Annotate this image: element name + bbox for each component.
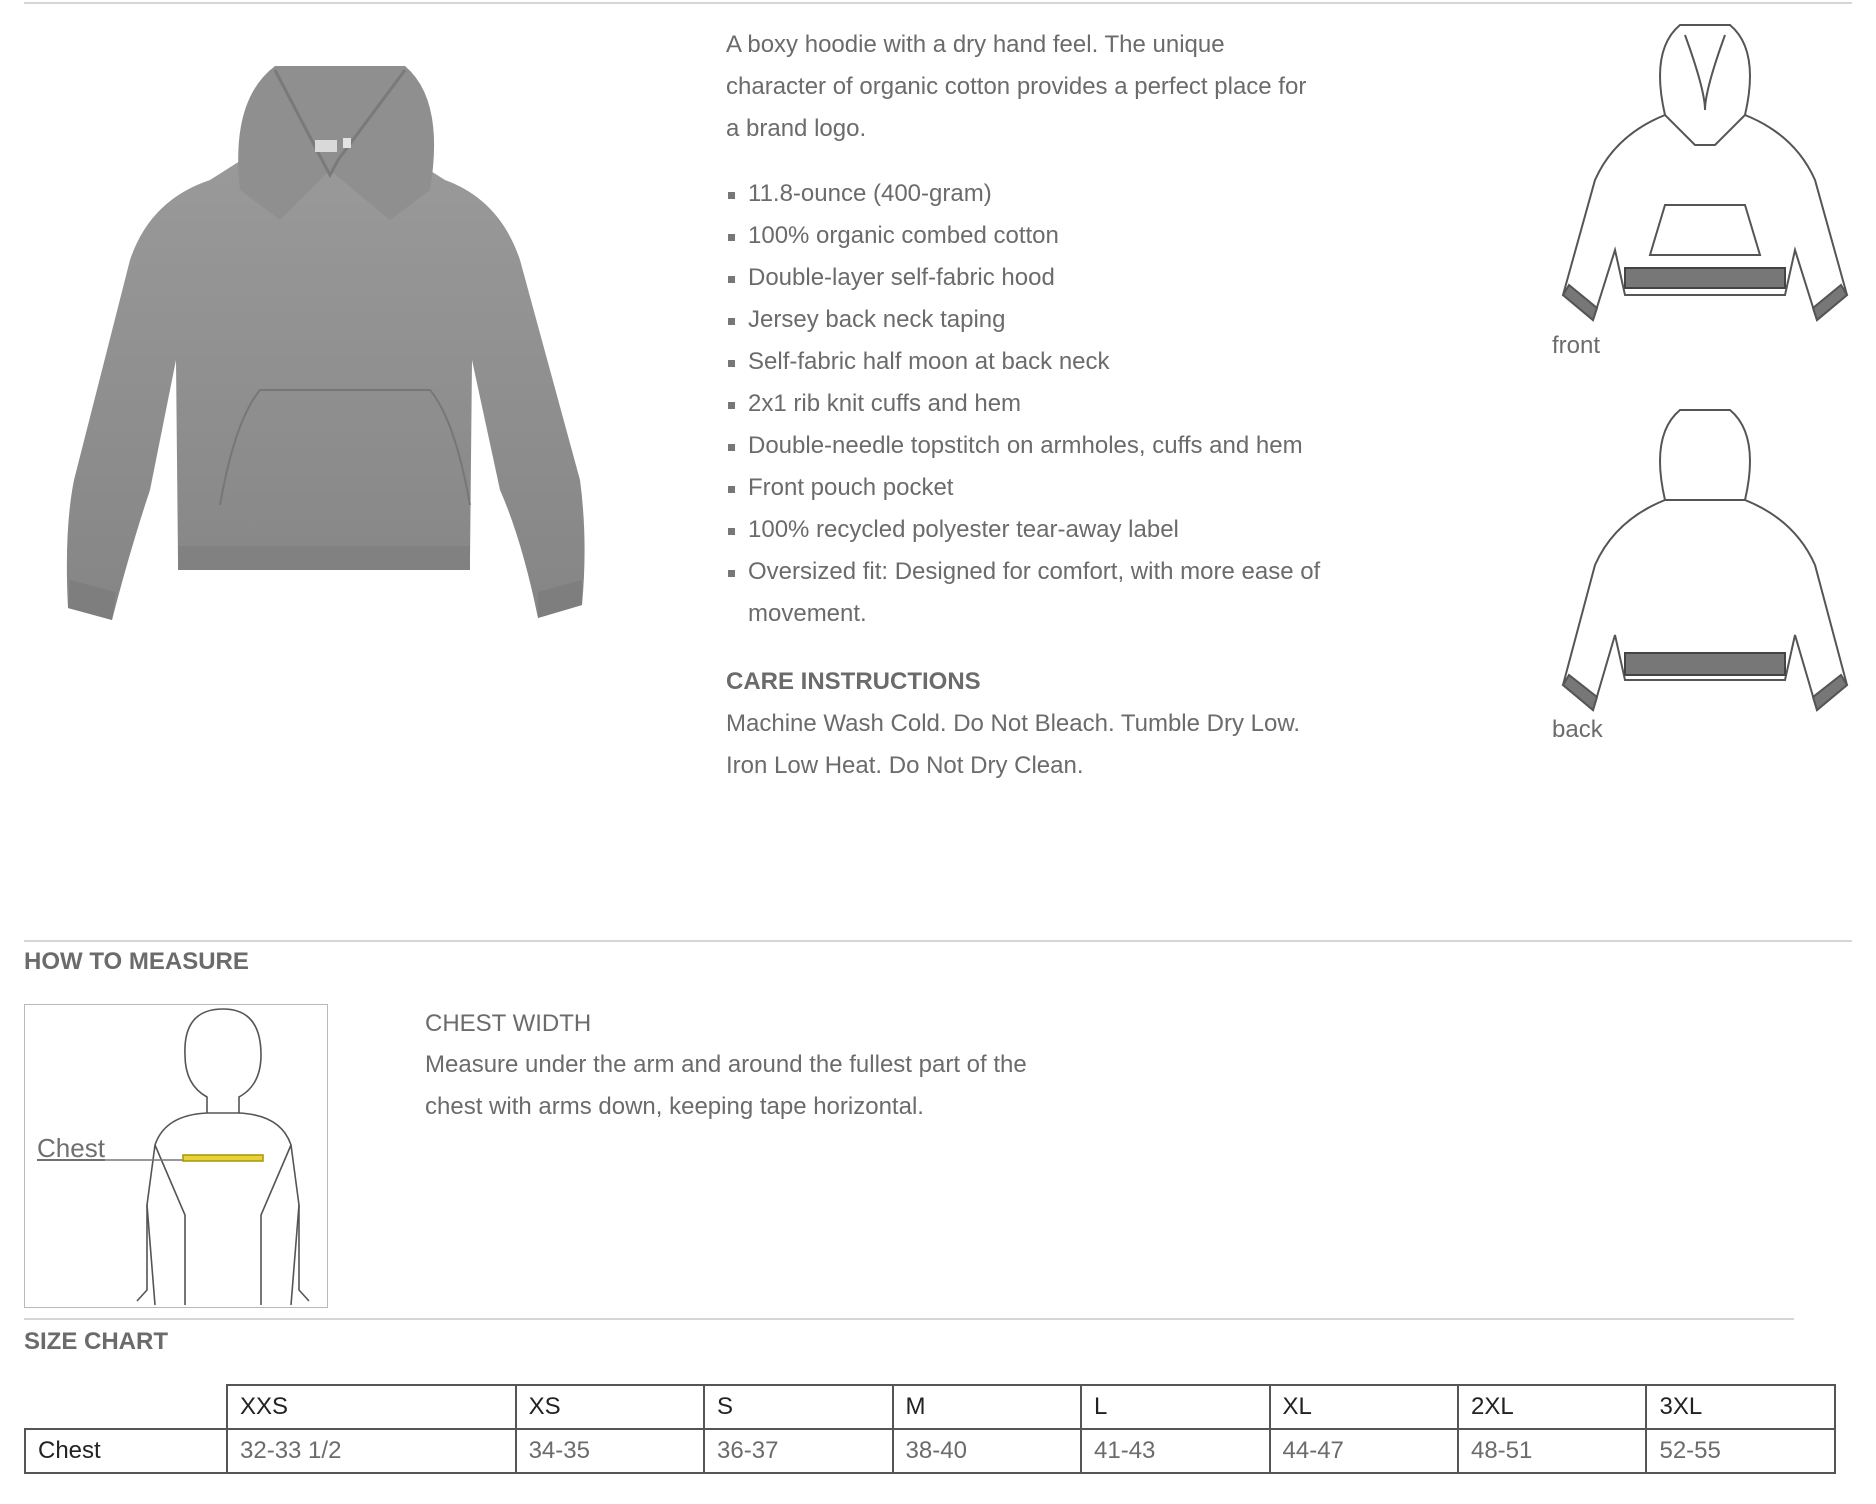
front-sketch	[1555, 20, 1851, 330]
top-divider	[24, 2, 1852, 4]
chest-width-title: CHEST WIDTH	[425, 1010, 592, 1037]
feature-item: Front pouch pocket	[726, 467, 1346, 509]
front-label: front	[1552, 332, 1601, 359]
feature-item: Self-fabric half moon at back neck	[726, 341, 1346, 383]
chest-value-cell: 52-55	[1646, 1429, 1835, 1473]
row-label: Chest	[25, 1429, 227, 1473]
size-header-cell: 3XL	[1646, 1385, 1835, 1429]
feature-list	[726, 173, 1346, 635]
chest-figure-label: Chest	[37, 1133, 105, 1163]
feature-item: 2x1 rib knit cuffs and hem	[726, 383, 1346, 425]
feature-item: Double-layer self-fabric hood	[726, 257, 1346, 299]
size-header-cell: M	[893, 1385, 1081, 1429]
measure-divider	[24, 940, 1852, 942]
size-header-cell: 2XL	[1458, 1385, 1646, 1429]
measure-figure	[24, 1004, 328, 1308]
feature-item: 100% organic combed cotton	[726, 215, 1346, 257]
chest-value-cell: 48-51	[1458, 1429, 1646, 1473]
back-label: back	[1552, 716, 1603, 743]
size-header-cell: XS	[516, 1385, 704, 1429]
size-header-cell: S	[704, 1385, 892, 1429]
feature-item: Jersey back neck taping	[726, 299, 1346, 341]
size-header-cell: XXS	[227, 1385, 516, 1429]
chest-value-cell: 34-35	[516, 1429, 704, 1473]
feature-item: Oversized fit: Designed for comfort, with more ease of movement.	[726, 551, 1346, 635]
chest-value-cell: 32-33 1/2	[227, 1429, 516, 1473]
chest-row	[25, 1429, 1835, 1473]
size-chart-table	[24, 1384, 1836, 1474]
size-chart-heading: SIZE CHART	[24, 1328, 168, 1355]
care-instructions: Machine Wash Cold. Do Not Bleach. Tumble Dry Low. Iron Low Heat. Do Not Dry Clean.	[726, 710, 1301, 779]
care-heading: CARE INSTRUCTIONS	[726, 668, 981, 695]
back-sketch	[1555, 405, 1851, 715]
hoodie-photo	[60, 60, 600, 630]
size-chart-divider	[24, 1318, 1794, 1320]
size-header-cell: XL	[1270, 1385, 1458, 1429]
chest-width-desc: Measure under the arm and around the fullest part of the chest with arms down, keeping tape horizontal.	[425, 1051, 1027, 1120]
size-header-row	[25, 1385, 1835, 1429]
size-header-cell: L	[1081, 1385, 1269, 1429]
chest-value-cell: 36-37	[704, 1429, 892, 1473]
empty-corner-cell	[25, 1385, 227, 1429]
chest-value-cell: 38-40	[893, 1429, 1081, 1473]
product-description: A boxy hoodie with a dry hand feel. The unique character of organic cotton provides a perfect place for a brand logo.	[726, 31, 1307, 142]
feature-item: Double-needle topstitch on armholes, cuffs and hem	[726, 425, 1346, 467]
how-to-measure-heading: HOW TO MEASURE	[24, 948, 249, 975]
chest-value-cell: 41-43	[1081, 1429, 1269, 1473]
chest-value-cell: 44-47	[1270, 1429, 1458, 1473]
feature-item: 11.8-ounce (400-gram)	[726, 173, 1346, 215]
feature-item: 100% recycled polyester tear-away label	[726, 509, 1346, 551]
